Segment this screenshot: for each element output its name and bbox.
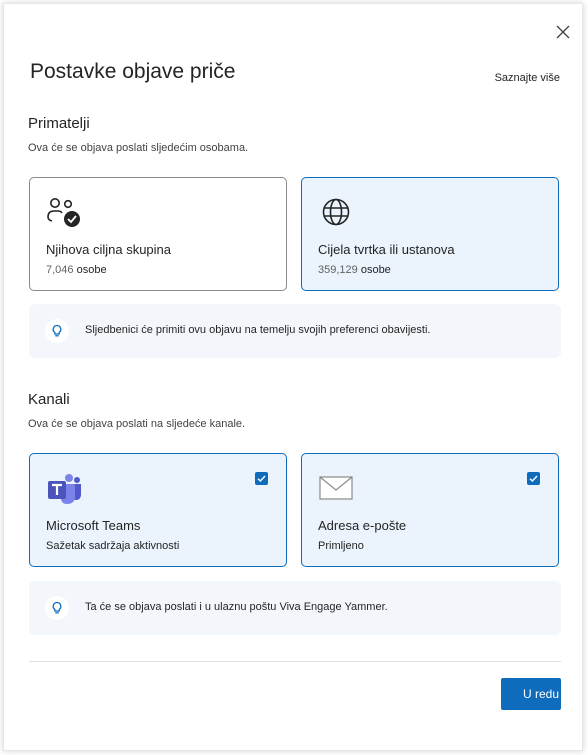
channel-card-subtitle: Sažetak sadržaja aktivnosti xyxy=(46,540,180,552)
checkmark-icon xyxy=(255,472,268,485)
lightbulb-icon xyxy=(45,319,69,343)
teams-icon xyxy=(46,470,82,506)
recipient-card-title: Njihova ciljna skupina xyxy=(46,242,172,257)
ok-button[interactable]: U redu xyxy=(501,678,561,710)
globe-icon xyxy=(318,194,354,230)
channels-info-banner xyxy=(29,581,561,635)
channels-info-text: Ta će se objava poslati i u ulaznu poštu Viva Engage Yammer. xyxy=(85,601,388,613)
channel-card-subtitle: Primljeno xyxy=(318,540,364,552)
channel-card-title: Microsoft Teams xyxy=(46,518,141,533)
channel-card-email[interactable] xyxy=(301,453,559,567)
recipient-card-whole-organization[interactable] xyxy=(301,177,559,291)
recipient-card-title: Cijela tvrtka ili ustanova xyxy=(318,242,455,257)
people-check-icon xyxy=(46,194,82,230)
lightbulb-icon xyxy=(45,596,69,620)
teams-checkbox[interactable] xyxy=(255,472,268,485)
channels-heading: Kanali xyxy=(28,391,70,408)
recipients-info-text: Sljedbenici će primiti ovu objavu na temelju svojih preferenci obavijesti. xyxy=(85,324,431,336)
dialog-title: Postavke objave priče xyxy=(30,60,236,83)
recipient-card-count: 359,129 osobe xyxy=(318,264,391,276)
learn-more-link[interactable]: Saznajte više xyxy=(494,72,560,84)
footer-divider xyxy=(29,661,561,662)
recipient-card-target-audience[interactable] xyxy=(29,177,287,291)
mail-icon xyxy=(318,470,354,506)
channel-card-teams[interactable] xyxy=(29,453,287,567)
checkmark-icon xyxy=(527,472,540,485)
recipients-info-banner xyxy=(29,304,561,358)
email-checkbox[interactable] xyxy=(527,472,540,485)
channel-card-title: Adresa e-pošte xyxy=(318,518,407,533)
close-icon[interactable] xyxy=(552,21,574,43)
story-post-settings-dialog xyxy=(3,3,583,751)
recipient-card-count: 7,046 osobe xyxy=(46,264,107,276)
channels-description: Ova će se objava poslati na sljedeće kanale. xyxy=(28,418,246,430)
recipients-heading: Primatelji xyxy=(28,115,90,132)
recipients-description: Ova će se objava poslati sljedećim osobama. xyxy=(28,142,249,154)
